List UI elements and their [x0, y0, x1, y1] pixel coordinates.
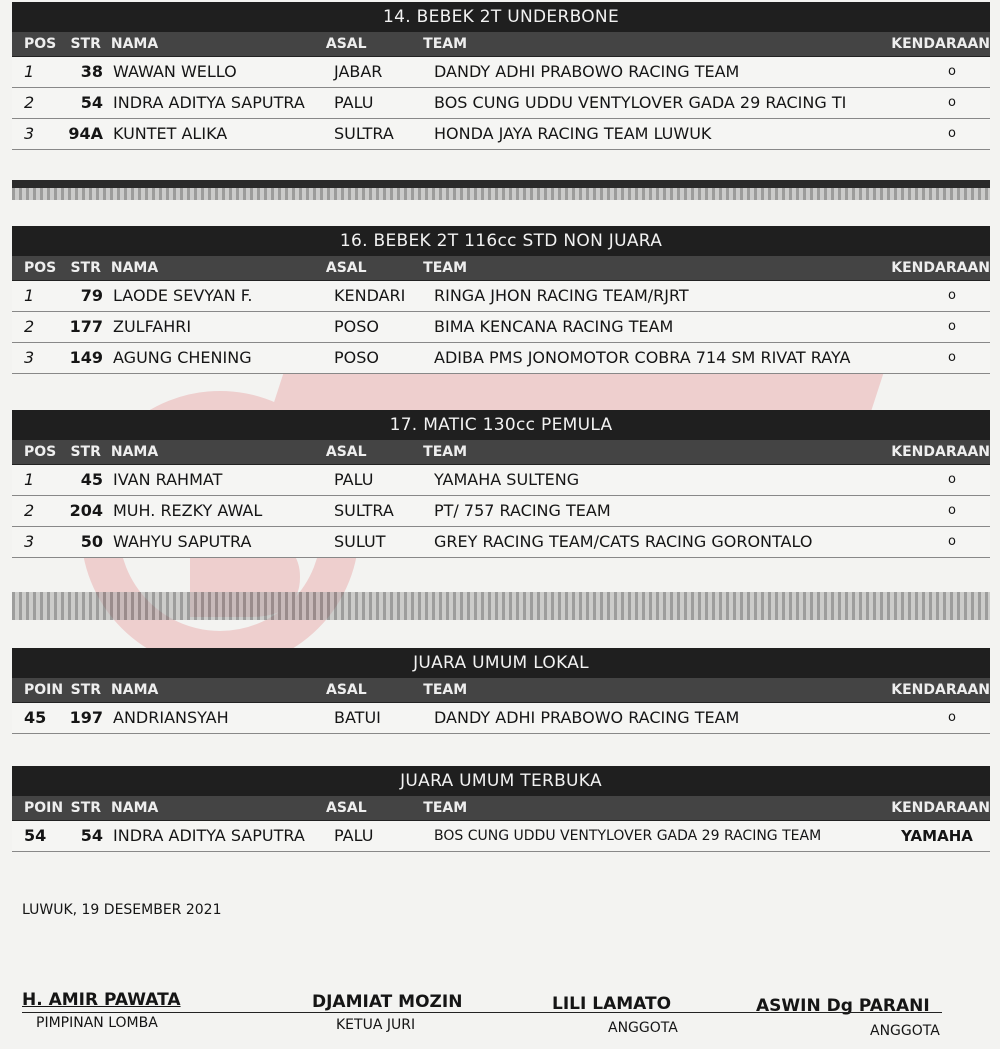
row-nama: ANDRIANSYAH [113, 708, 229, 727]
header-str: STR [70, 444, 101, 460]
header-asal: ASAL [325, 260, 367, 276]
section-title: 14. BEBEK 2T UNDERBONE [12, 2, 990, 32]
row-team: HONDA JAYA RACING TEAM LUWUK [434, 124, 712, 143]
table-header [12, 440, 990, 465]
signatory-role: PIMPINAN LOMBA [36, 1015, 158, 1031]
header-poin: POIN [24, 682, 64, 698]
row-kendaraan: o [948, 64, 956, 79]
row-str: 50 [80, 532, 103, 551]
header-nama: NAMA [111, 800, 159, 816]
row-team: PT/ 757 RACING TEAM [434, 501, 611, 520]
table-row [12, 57, 990, 88]
row-team: BOS CUNG UDDU VENTYLOVER GADA 29 RACING TEAM [434, 828, 822, 844]
table-row [12, 312, 990, 343]
class-section-14 [12, 2, 990, 150]
section-title: JUARA UMUM LOKAL [12, 648, 990, 678]
row-asal: SULUT [334, 532, 386, 551]
table-header [12, 256, 990, 281]
row-nama: MUH. REZKY AWAL [113, 501, 263, 520]
header-nama: NAMA [110, 260, 159, 276]
row-kendaraan: o [948, 350, 956, 365]
header-asal: ASAL [325, 444, 367, 460]
row-poin: 45 [24, 708, 47, 727]
row-nama: INDRA ADITYA SAPUTRA [113, 93, 305, 112]
header-team: TEAM [423, 682, 468, 698]
row-team: RINGA JHON RACING TEAM/RJRT [434, 286, 689, 305]
header-nama: NAMA [110, 36, 159, 52]
row-nama: ZULFAHRI [113, 317, 192, 336]
row-kendaraan: o [948, 126, 956, 141]
row-team: DANDY ADHI PRABOWO RACING TEAM [434, 62, 740, 81]
table-row [12, 281, 990, 312]
table-header [12, 796, 990, 821]
row-kendaraan: o [948, 503, 956, 518]
row-team: BOS CUNG UDDU VENTYLOVER GADA 29 RACING TI [434, 93, 847, 112]
header-pos: POS [24, 444, 57, 460]
row-asal: PALU [334, 826, 374, 845]
row-nama: IVAN RAHMAT [113, 470, 223, 489]
document-date: LUWUK, 19 DESEMBER 2021 [22, 902, 222, 918]
row-pos: 2 [24, 317, 35, 336]
row-team: GREY RACING TEAM/CATS RACING GORONTALO [434, 532, 813, 551]
header-poin: POIN [24, 800, 64, 816]
header-nama: NAMA [111, 682, 159, 698]
header-kendaraan: KENDARAAN [891, 682, 991, 698]
header-kendaraan: KENDARAAN [891, 444, 991, 460]
row-asal: POSO [334, 317, 379, 336]
table-row [12, 465, 990, 496]
signatory-name: LILI LAMATO [552, 994, 672, 1014]
signatory-name: H. AMIR PAWATA [22, 990, 181, 1010]
row-team: YAMAHA SULTENG [434, 470, 580, 489]
row-nama: KUNTET ALIKA [113, 124, 228, 143]
header-asal: ASAL [325, 36, 367, 52]
obscured-strip [12, 188, 990, 200]
row-kendaraan: o [948, 288, 956, 303]
signatory-name: DJAMIAT MOZIN [312, 992, 463, 1012]
class-section-17 [12, 410, 990, 558]
row-nama: AGUNG CHENING [113, 348, 252, 367]
row-nama: LAODE SEVYAN F. [113, 286, 253, 305]
header-kendaraan: KENDARAAN [891, 800, 991, 816]
row-pos: 1 [24, 286, 35, 305]
row-kendaraan: o [948, 95, 956, 110]
row-kendaraan: o [948, 534, 956, 549]
header-team: TEAM [423, 36, 468, 52]
header-pos: POS [24, 36, 57, 52]
header-asal: ASAL [326, 800, 367, 816]
row-str: 38 [80, 62, 103, 81]
section-title: 17. MATIC 130cc PEMULA [12, 410, 990, 440]
row-asal: KENDARI [334, 286, 406, 305]
row-nama: INDRA ADITYA SAPUTRA [113, 826, 305, 845]
row-pos: 3 [24, 532, 35, 551]
row-str: 54 [80, 93, 103, 112]
table-row [12, 496, 990, 527]
header-kendaraan: KENDARAAN [891, 260, 991, 276]
juara-umum-terbuka-section [12, 766, 990, 852]
signatory-role: ANGGOTA [608, 1020, 678, 1036]
class-section-16 [12, 226, 990, 374]
obscured-strip [12, 180, 990, 188]
row-kendaraan: o [948, 710, 956, 725]
header-team: TEAM [423, 800, 468, 816]
section-title: 16. BEBEK 2T 116cc STD NON JUARA [12, 226, 990, 256]
header-nama: NAMA [110, 444, 159, 460]
table-row [12, 821, 990, 852]
row-asal: POSO [334, 348, 379, 367]
row-str: 177 [69, 317, 103, 336]
signatory-role: KETUA JURI [336, 1017, 416, 1033]
row-pos: 2 [24, 501, 35, 520]
row-str: 54 [80, 826, 103, 845]
header-asal: ASAL [326, 682, 367, 698]
header-str: STR [70, 260, 101, 276]
row-nama: WAWAN WELLO [113, 62, 237, 81]
row-asal: JABAR [334, 62, 383, 81]
row-kendaraan: YAMAHA [901, 827, 973, 845]
signatory-name: ASWIN Dg PARANI [756, 996, 930, 1016]
row-kendaraan: o [948, 472, 956, 487]
header-team: TEAM [423, 260, 468, 276]
row-kendaraan: o [948, 319, 956, 334]
header-str: STR [70, 800, 102, 816]
table-header [12, 678, 990, 703]
row-asal: PALU [334, 93, 374, 112]
row-str: 79 [80, 286, 103, 305]
signatory-role: ANGGOTA [870, 1023, 940, 1039]
section-title: JUARA UMUM TERBUKA [12, 766, 990, 796]
row-pos: 1 [24, 470, 35, 489]
header-str: STR [70, 682, 102, 698]
row-asal: PALU [334, 470, 374, 489]
row-asal: BATUI [334, 708, 381, 727]
row-nama: WAHYU SAPUTRA [113, 532, 252, 551]
row-team: BIMA KENCANA RACING TEAM [434, 317, 674, 336]
obscured-strip [12, 592, 990, 620]
row-str: 45 [80, 470, 103, 489]
table-header [12, 32, 990, 57]
row-pos: 2 [24, 93, 35, 112]
row-asal: SULTRA [334, 501, 394, 520]
row-poin: 54 [24, 826, 47, 845]
row-pos: 3 [24, 124, 35, 143]
header-str: STR [70, 36, 101, 52]
header-team: TEAM [423, 444, 468, 460]
table-row [12, 527, 990, 558]
row-str: 204 [69, 501, 103, 520]
row-pos: 3 [24, 348, 35, 367]
signature-line [22, 1012, 942, 1013]
table-row [12, 343, 990, 374]
row-str: 94A [68, 124, 103, 143]
table-row [12, 119, 990, 150]
row-team: DANDY ADHI PRABOWO RACING TEAM [434, 708, 740, 727]
header-kendaraan: KENDARAAN [891, 36, 991, 52]
row-str: 197 [69, 708, 103, 727]
header-pos: POS [24, 260, 57, 276]
table-row [12, 703, 990, 734]
row-asal: SULTRA [334, 124, 394, 143]
row-team: ADIBA PMS JONOMOTOR COBRA 714 SM RIVAT RAYA [434, 348, 851, 367]
juara-umum-lokal-section [12, 648, 990, 734]
row-pos: 1 [24, 62, 35, 81]
table-row [12, 88, 990, 119]
row-str: 149 [69, 348, 103, 367]
